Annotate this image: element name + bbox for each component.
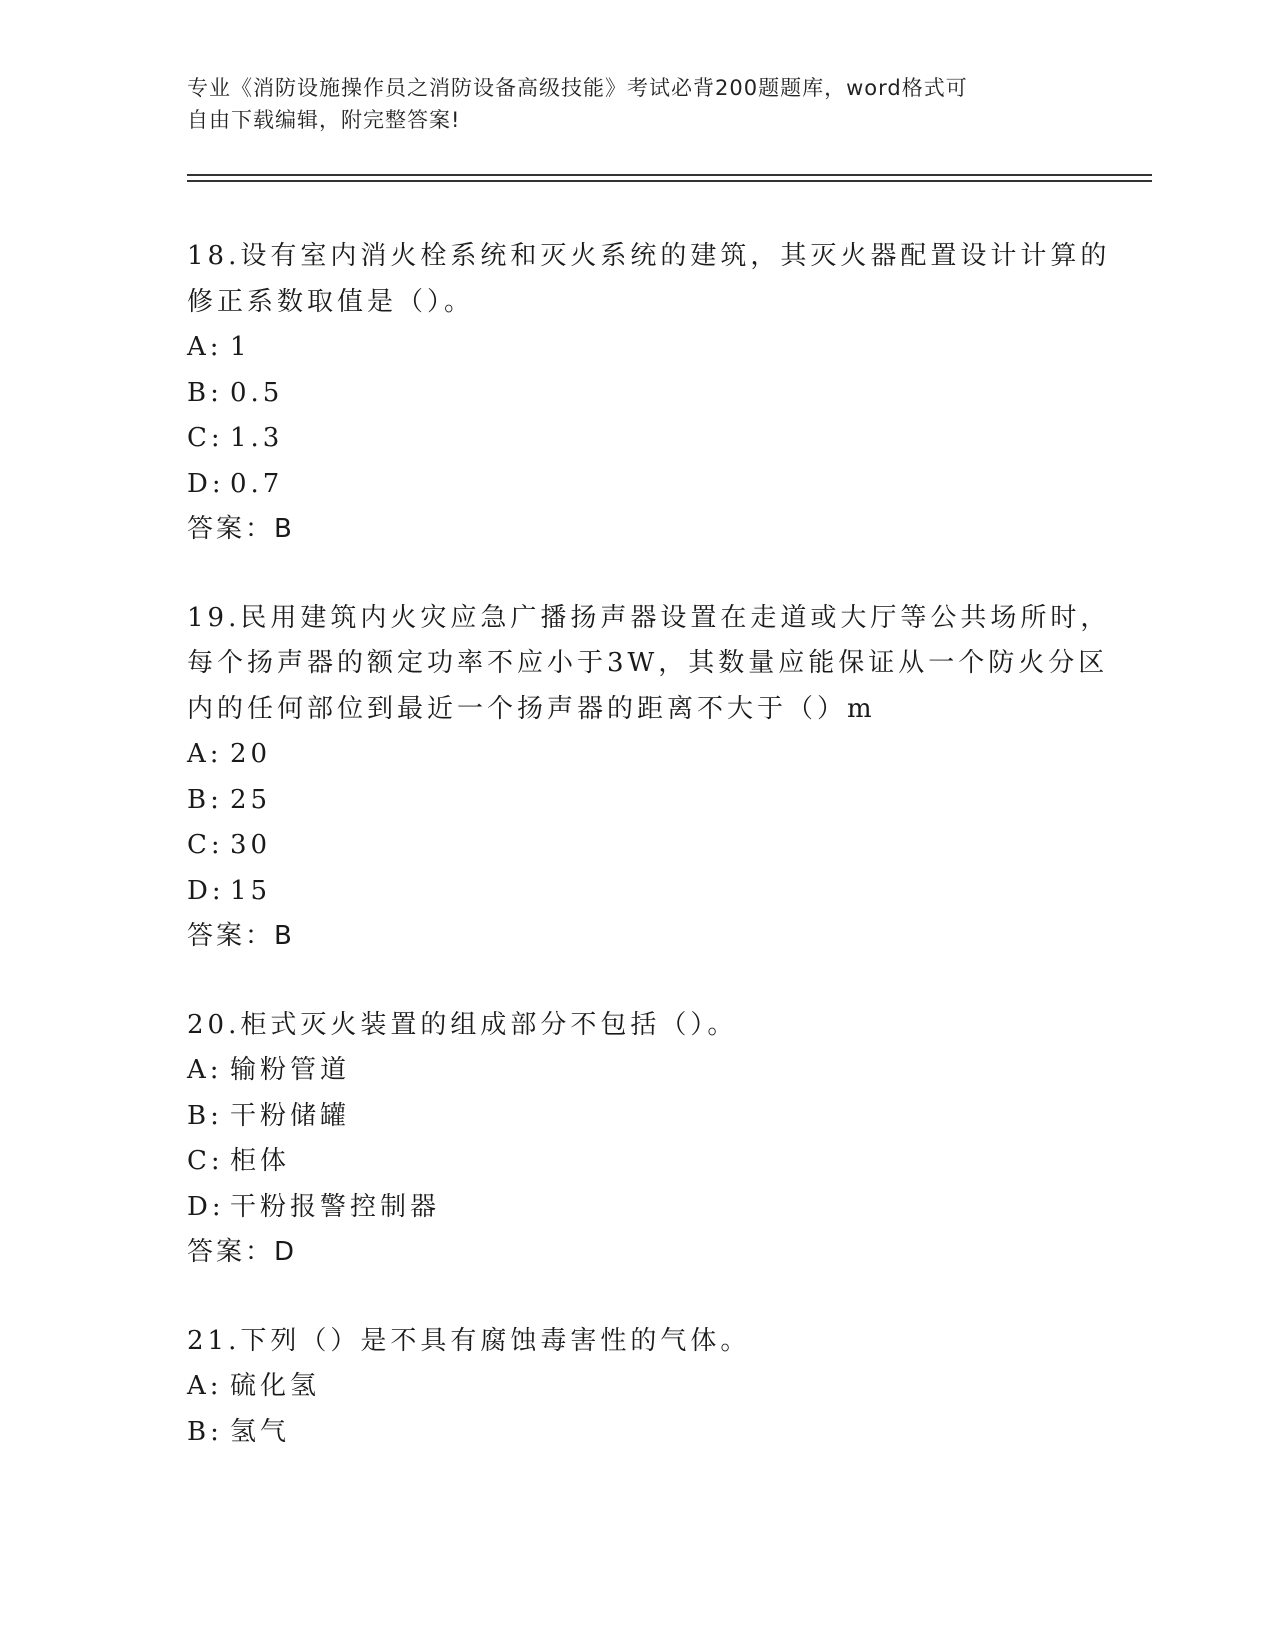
option-text: 输粉管道 (230, 1055, 351, 1085)
option-text: 干粉报警控制器 (230, 1191, 441, 1222)
document-header (187, 72, 1067, 136)
question-stem (187, 1003, 1107, 1049)
option-key: C: (187, 1146, 224, 1176)
option-text: 硫化氢 (230, 1371, 321, 1401)
option-c (187, 416, 1107, 462)
answer-label: 答案：D (187, 1237, 298, 1267)
option-text: 20 (230, 739, 272, 769)
option-key: A: (187, 1055, 223, 1085)
question-21 (187, 1319, 1107, 1456)
option-text: 1.3 (230, 423, 284, 453)
option-text: 0.7 (230, 468, 284, 499)
option-d (187, 462, 1107, 508)
option-text: 0.5 (230, 377, 284, 408)
option-key: A: (187, 1371, 223, 1401)
stem-line: 19.民用建筑内火灾应急广播扬声器设置在走道或大厅等公共场所时， (187, 602, 1111, 633)
option-text: 干粉储罐 (230, 1100, 351, 1131)
option-key: D: (187, 1191, 225, 1222)
option-a (187, 1364, 1107, 1410)
option-text: 15 (230, 875, 272, 906)
answer-label: 答案：B (187, 514, 295, 544)
option-c (187, 1139, 1107, 1185)
option-b (187, 1094, 1107, 1140)
question-18 (187, 234, 1111, 553)
answer-label: 答案：B (187, 921, 295, 951)
header-rule-top (187, 174, 1152, 176)
option-b (187, 778, 1107, 824)
option-key: B: (187, 1416, 223, 1447)
stem-line: 20.柜式灭火装置的组成部分不包括（）。 (187, 1009, 738, 1040)
question-19 (187, 596, 1111, 960)
option-text: 30 (230, 830, 272, 860)
option-a (187, 325, 1107, 371)
option-text: 氢气 (230, 1416, 291, 1447)
option-key: D: (187, 875, 225, 906)
stem-line: 每个扬声器的额定功率不应小于3W，其数量应能保证从一个防火分区 (187, 648, 1109, 678)
option-c (187, 823, 1107, 869)
option-key: A: (187, 332, 223, 362)
option-text: 柜体 (230, 1146, 291, 1176)
option-text: 1 (230, 332, 251, 362)
question-stem (187, 596, 1111, 733)
header-line-1: 专业《消防设施操作员之消防设备高级技能》考试必背200题题库，word格式可 (187, 76, 968, 100)
option-key: B: (187, 1100, 223, 1131)
option-text: 25 (230, 784, 272, 815)
stem-line: 18.设有室内消火栓系统和灭火系统的建筑，其灭火器配置设计计算的 (187, 241, 1111, 271)
option-key: B: (187, 377, 223, 408)
option-d (187, 1185, 1107, 1231)
option-b (187, 371, 1107, 417)
option-key: A: (187, 739, 223, 769)
question-20 (187, 1003, 1107, 1276)
option-b (187, 1410, 1107, 1456)
option-key: B: (187, 784, 223, 815)
option-key: C: (187, 423, 224, 453)
option-d (187, 869, 1107, 915)
option-a (187, 1048, 1107, 1094)
stem-line: 内的任何部位到最近一个扬声器的距离不大于（）m (187, 693, 876, 724)
stem-line: 21.下列（）是不具有腐蚀毒害性的气体。 (187, 1325, 751, 1356)
option-key: C: (187, 830, 224, 860)
question-stem (187, 234, 1111, 325)
option-key: D: (187, 468, 225, 499)
question-stem (187, 1319, 1107, 1365)
header-line-2: 自由下载编辑，附完整答案! (187, 108, 461, 132)
stem-line: 修正系数取值是（）。 (187, 286, 475, 317)
question-list (187, 234, 1111, 1498)
header-rule-bottom (187, 180, 1152, 182)
option-a (187, 732, 1107, 778)
